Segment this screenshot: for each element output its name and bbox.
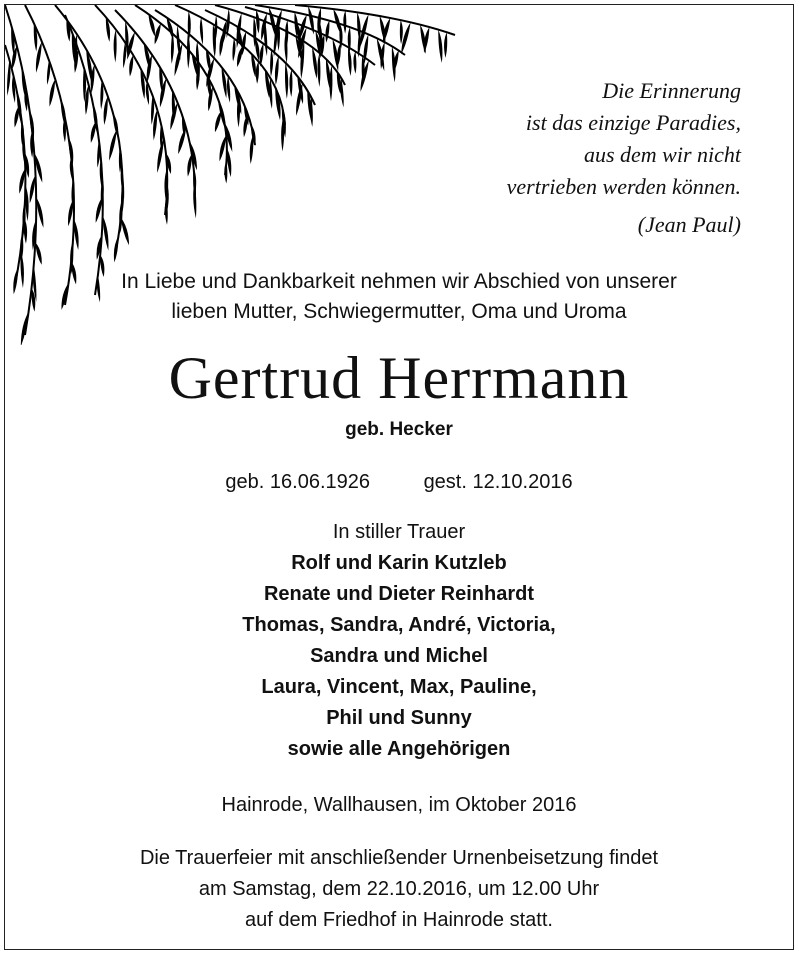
willow-leaf	[227, 148, 231, 177]
willow-leaf	[357, 12, 361, 41]
willow-leaf	[104, 96, 108, 125]
mourner-line: sowie alle Angehörigen	[287, 738, 511, 760]
willow-leaf	[250, 135, 254, 165]
quote-author: (Jean Paul)	[637, 212, 741, 237]
willow-leaf	[329, 65, 332, 101]
maiden-name: geb. Hecker	[345, 419, 453, 440]
willow-leaf	[337, 43, 341, 65]
willow-leaf	[103, 216, 109, 251]
willow-leaf	[114, 236, 119, 262]
willow-leaf	[155, 24, 161, 45]
quote-block	[507, 75, 741, 241]
mourner-line: Rolf und Karin Kutzleb	[291, 552, 507, 574]
quote-line: ist das einzige Paradies,	[525, 110, 741, 135]
willow-leaf	[393, 51, 398, 73]
willow-leaf	[215, 110, 222, 132]
willow-leaf	[444, 32, 447, 58]
mourners-heading: In stiller Trauer	[332, 521, 466, 543]
mourner-line: Renate und Dieter Reinhardt	[263, 583, 535, 605]
place-date: Hainrode, Wallhausen, im Oktober 2016	[221, 794, 577, 816]
ceremony-line: auf dem Friedhof in Hainrode statt.	[245, 909, 553, 931]
willow-leaf	[187, 33, 190, 69]
willow-leaf	[222, 21, 226, 44]
willow-leaf	[353, 51, 356, 73]
quote-line: Die Erinnerung	[602, 78, 741, 103]
willow-leaf	[269, 78, 272, 109]
willow-leaf	[35, 242, 41, 264]
willow-leaf	[289, 69, 292, 97]
willow-leaf	[343, 11, 346, 34]
willow-leaf	[49, 79, 55, 107]
willow-leaf	[400, 20, 403, 44]
willow-leaf	[91, 121, 97, 143]
death-date: gest. 12.10.2016	[423, 471, 573, 493]
mourner-line: Thomas, Sandra, André, Victoria,	[242, 614, 556, 636]
mourner-line: Laura, Vincent, Max, Pauline,	[261, 676, 537, 698]
willow-leaf	[123, 42, 126, 68]
willow-leaf	[227, 76, 230, 103]
willow-leaf	[153, 110, 157, 141]
willow-leaf	[30, 175, 36, 203]
mourner-line: Sandra und Michel	[310, 645, 488, 667]
birth-date: geb. 16.06.1926	[225, 471, 370, 493]
willow-leaf	[121, 218, 129, 246]
willow-leaf	[285, 63, 288, 99]
life-dates	[5, 471, 793, 494]
obituary-notice	[4, 4, 794, 950]
willow-leaf	[200, 18, 203, 45]
willow-leaf	[97, 140, 100, 168]
willow-leaf	[187, 154, 191, 176]
quote-line: aus dem wir nicht	[583, 142, 741, 167]
deceased-name: Gertrud Herrmann	[168, 345, 630, 411]
willow-leaf	[281, 115, 284, 151]
willow-leaf	[24, 217, 27, 243]
willow-leaf	[401, 22, 410, 54]
willow-leaf	[14, 105, 19, 127]
mourners-list	[5, 517, 793, 765]
willow-leaf	[256, 62, 259, 84]
willow-leaf	[114, 30, 117, 63]
willow-leaf	[325, 21, 329, 43]
quote-line: vertrieben werden können.	[506, 174, 741, 199]
mourner-line: Phil und Sunny	[326, 707, 472, 729]
willow-leaf	[424, 27, 430, 53]
willow-leaf	[11, 26, 15, 56]
willow-leaf	[232, 38, 235, 61]
willow-leaf	[270, 50, 273, 77]
willow-leaf	[36, 197, 43, 227]
intro-line: In Liebe und Dankbarkeit nehmen wir Abschied von unserer	[121, 270, 677, 293]
willow-leaf	[47, 60, 50, 85]
willow-leaf	[109, 129, 117, 160]
willow-leaf	[219, 135, 226, 161]
intro-line: lieben Mutter, Schwiegermutter, Oma und Uroma	[171, 300, 627, 323]
willow-leaf	[317, 53, 320, 87]
willow-leaf	[74, 219, 79, 250]
ceremony-line: Die Trauerfeier mit anschließender Urnenbeisetzung findet	[139, 847, 659, 869]
ceremony-info	[5, 843, 793, 936]
willow-leaf	[269, 7, 276, 37]
willow-leaf	[260, 44, 264, 67]
intro-text	[5, 267, 793, 327]
willow-leaf	[7, 60, 10, 96]
willow-leaf	[25, 185, 28, 222]
willow-leaf	[360, 60, 368, 91]
willow-leaf	[275, 56, 279, 85]
willow-leaf	[256, 10, 260, 33]
willow-leaf	[438, 30, 442, 63]
willow-leaf	[242, 32, 246, 55]
willow-leaf	[178, 128, 186, 154]
willow-leaf	[312, 47, 317, 79]
willow-leaf	[129, 55, 133, 76]
ceremony-line: am Samstag, dem 22.10.2016, um 12.00 Uhr	[198, 878, 600, 900]
